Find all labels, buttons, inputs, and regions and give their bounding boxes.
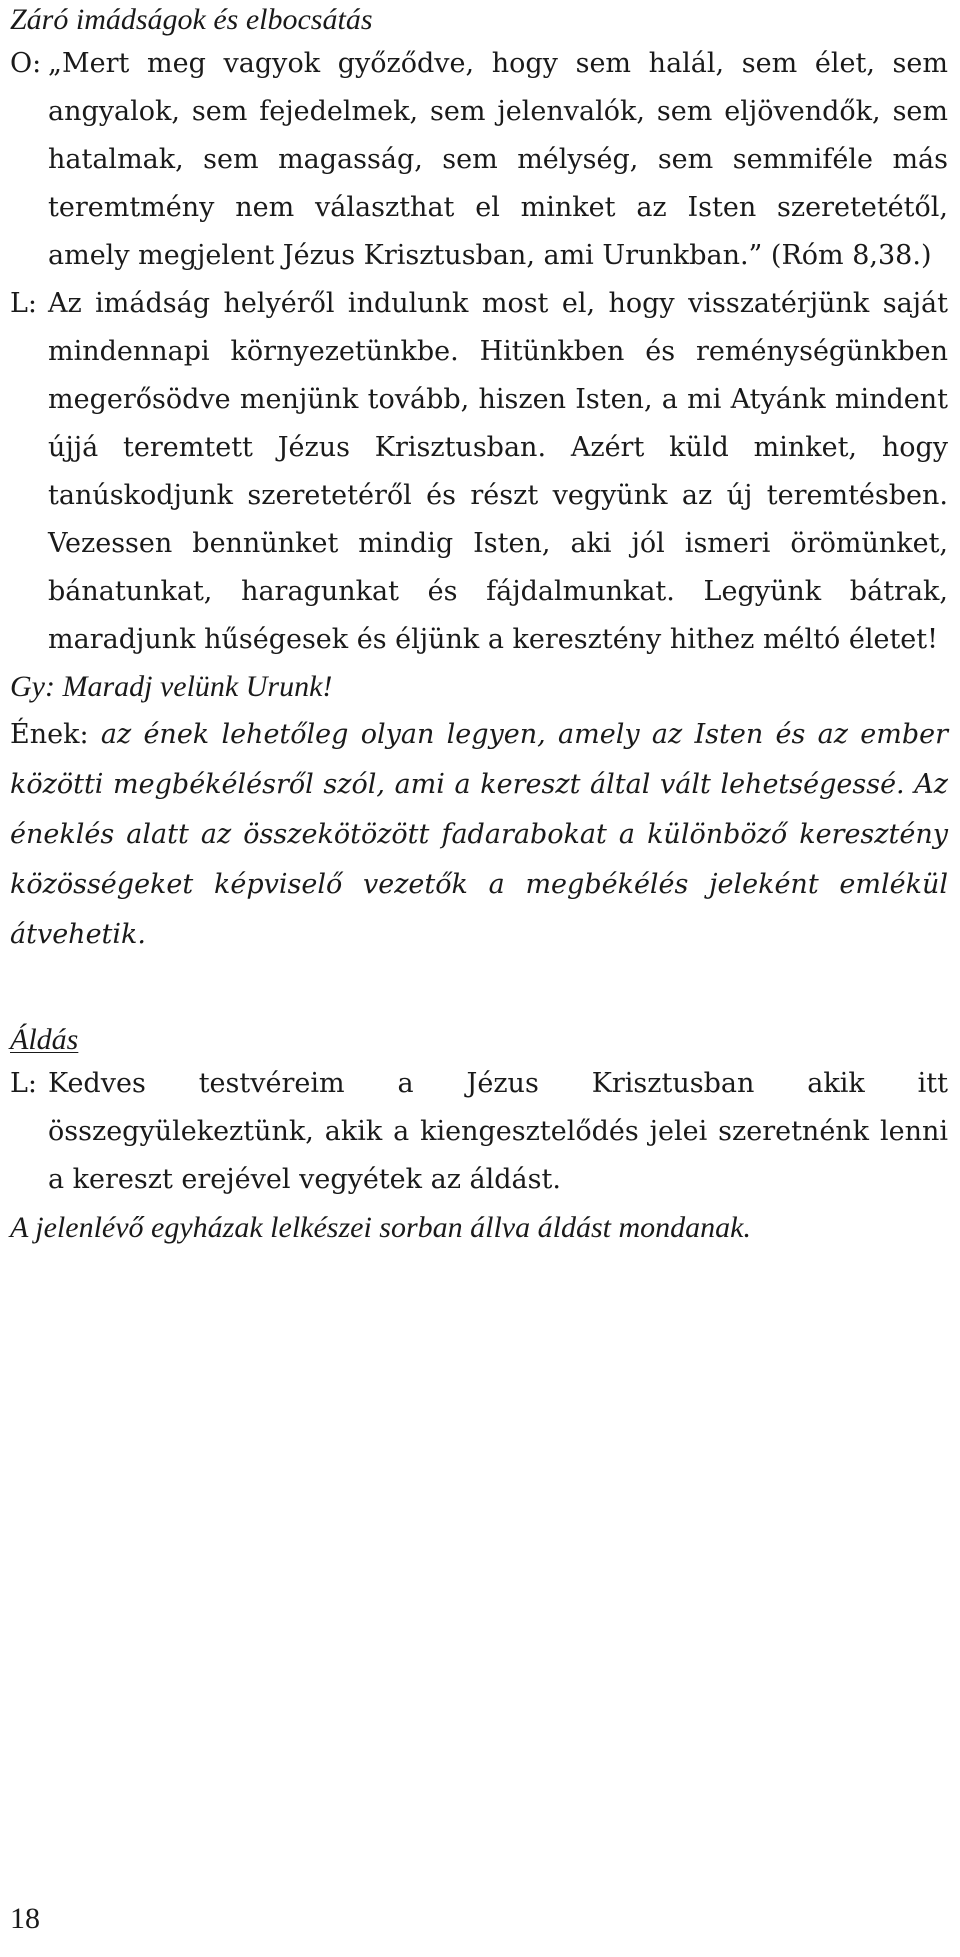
speaker-mark-l-blessing: L: xyxy=(10,1068,38,1099)
speaker-mark-o: O: xyxy=(10,48,42,79)
response-gy: Gy: Maradj velünk Urunk! xyxy=(10,670,333,703)
section-gap xyxy=(10,960,948,1022)
page-number: 18 xyxy=(10,1902,40,1935)
paragraph-l-prayer xyxy=(10,280,948,664)
song-text: az ének lehetőleg olyan legyen, amely az Isten és az ember közötti megbékélésről szól, ami a kereszt által vált lehetségessé. Az éneklés alatt az összekötözött fadarabokat a különböző keresztény közösségeket képviselő vezetők a megbékélés jeleként emlékül átvehetik. xyxy=(10,719,948,950)
section-title-blessing: Áldás xyxy=(10,1023,79,1056)
paragraph-o xyxy=(10,40,948,280)
paragraph-l-prayer-text: Az imádság helyéről indulunk most el, hogy visszatérjünk saját mindennapi környezetünkbe. Hitünkben és reménységünkben megerősödve menjünk tovább, hiszen Isten, a mi Atyánk mindent újjá teremtett Jézus Krisztusban. Azért küld minket, hogy tanúskodjunk szeretetéről és részt vegyünk az új teremtésben. Vezessen bennünket mindig Isten, aki jól ismeri örömünket, bánatunkat, haragunkat és fájdalmunkat. Legyünk bátrak, maradjunk hűségesek és éljünk a keresztény hithez méltó életet! xyxy=(48,288,948,655)
song-instruction xyxy=(10,710,948,960)
section-title-closing-prayers: Záró imádságok és elbocsátás xyxy=(10,3,373,36)
paragraph-l-blessing xyxy=(10,1060,948,1204)
paragraph-o-text: „Mert meg vagyok győződve, hogy sem halál, sem élet, sem angyalok, sem fejedelmek, sem jelenvalók, sem eljövendők, sem hatalmak, sem magasság, sem mélység, sem semmiféle más teremtmény nem választhat el minket az Isten szeretetétől, amely megjelent Jézus Krisztusban, ami Urunkban.” (Róm 8,38.) xyxy=(48,48,948,271)
song-label: Ének: xyxy=(10,719,89,750)
speaker-mark-l: L: xyxy=(10,288,38,319)
closing-rubric: A jelenlévő egyházak lelkészei sorban állva áldást mondanak. xyxy=(10,1211,751,1244)
paragraph-l-blessing-text: Kedves testvéreim a Jézus Krisztusban akik itt összegyülekeztünk, akik a kiengesztelődés jelei szeretnénk lenni a kereszt erejével vegyétek az áldást. xyxy=(48,1068,948,1195)
document-page xyxy=(10,0,948,1252)
